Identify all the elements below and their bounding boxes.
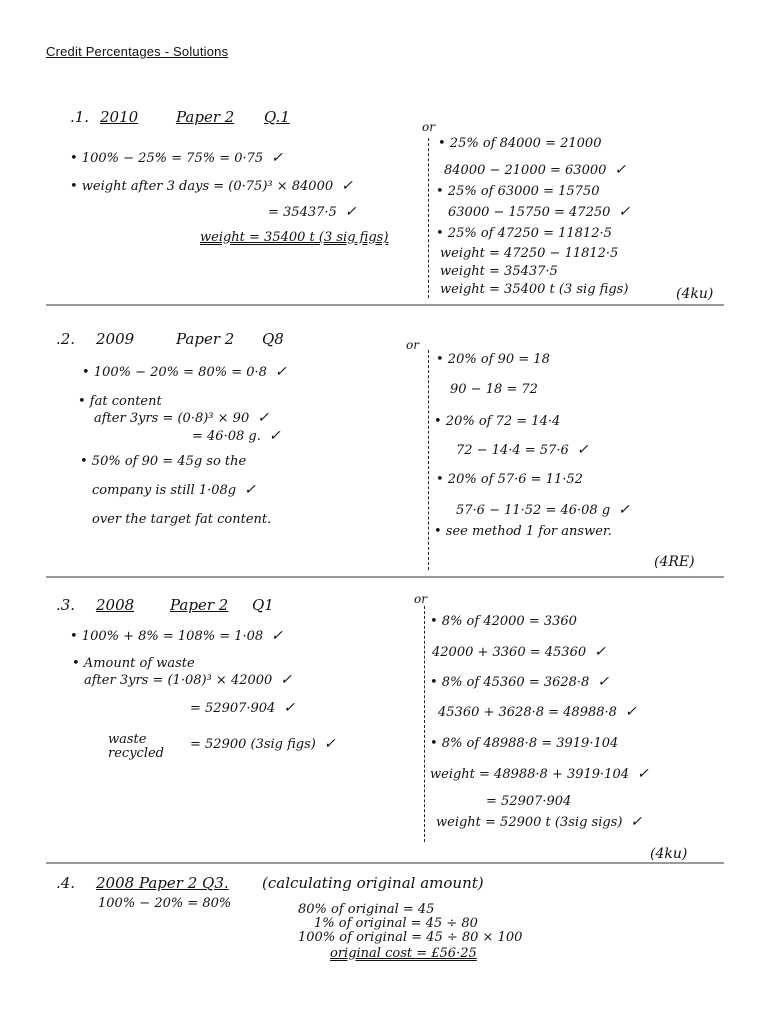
q2-right-line-6: 57·6 − 11·52 = 46·08 g ✓ (456, 502, 630, 518)
q1-paper: Paper 2 (176, 108, 235, 126)
q2-paper: Paper 2 (176, 330, 235, 348)
divider-q3-q4 (46, 862, 724, 864)
divider-q2-q3 (46, 576, 724, 578)
q3-right-line-2: 42000 + 3360 = 45360 ✓ (432, 644, 606, 660)
q1-left-line-3: = 35437·5 ✓ (268, 204, 357, 220)
q1-right-line-7: weight = 35437·5 (440, 264, 558, 279)
q4-line-1: 100% − 20% = 80% (98, 896, 232, 911)
q2-right-line-1: • 20% of 90 = 18 (436, 352, 550, 367)
divider-q1-q2 (46, 304, 724, 306)
q2-left-line-3: after 3yrs = (0·8)³ × 90 ✓ (94, 410, 269, 426)
q3-right-line-5: • 8% of 48988·8 = 3919·104 (430, 736, 619, 751)
q1-right-line-4: 63000 − 15750 = 47250 ✓ (448, 204, 631, 220)
q1-right-line-5: • 25% of 47250 = 11812·5 (436, 226, 612, 241)
q4-subtitle: (calculating original amount) (262, 874, 484, 892)
q3-right-line-3: • 8% of 45360 = 3628·8 ✓ (430, 674, 610, 690)
q3-left-line-3: after 3yrs = (1·08)³ × 42000 ✓ (84, 672, 293, 688)
q4-number: .4. (56, 874, 76, 892)
q4-line-4: 100% of original = 45 ÷ 80 × 100 (298, 930, 523, 945)
q2-number: .2. (56, 330, 76, 348)
q2-right-line-2: 90 − 18 = 72 (450, 382, 538, 397)
q1-divider (428, 138, 429, 298)
q4-source: 2008 Paper 2 Q3. (96, 874, 229, 892)
page-title: Credit Percentages - Solutions (46, 44, 229, 59)
q2-left-line-7: over the target fat content. (92, 512, 272, 527)
q2-right-line-3: • 20% of 72 = 14·4 (434, 414, 561, 429)
q2-right-line-5: • 20% of 57·6 = 11·52 (436, 472, 583, 487)
q1-or-label: or (422, 120, 435, 134)
q3-marks: (4ku) (650, 846, 688, 862)
q3-right-line-7: = 52907·904 (486, 794, 572, 809)
q2-divider (428, 350, 429, 570)
q1-left-line-2: • weight after 3 days = (0·75)³ × 84000 ✓ (70, 178, 353, 194)
q2-left-line-4: = 46·08 g. ✓ (192, 428, 281, 444)
q1-right-line-1: • 25% of 84000 = 21000 (438, 136, 602, 151)
q3-qnum: Q1 (252, 596, 274, 614)
q2-or-label: or (406, 338, 419, 352)
q2-marks: (4RE) (654, 554, 695, 570)
q3-left-waste: waste (108, 732, 147, 747)
q3-right-line-6: weight = 48988·8 + 3919·104 ✓ (430, 766, 649, 782)
q1-left-line-1: • 100% − 25% = 75% = 0·75 ✓ (70, 150, 283, 166)
q3-answer: = 52900 (3sig figs) ✓ (190, 736, 336, 752)
q1-right-line-3: • 25% of 63000 = 15750 (436, 184, 600, 199)
q2-right-line-4: 72 − 14·4 = 57·6 ✓ (456, 442, 589, 458)
q3-divider (424, 606, 425, 842)
q3-paper: Paper 2 (170, 596, 229, 614)
q2-left-line-5: • 50% of 90 = 45g so the (80, 454, 247, 469)
q3-left-line-2: • Amount of waste (72, 656, 195, 671)
q3-year: 2008 (96, 596, 135, 614)
q1-right-line-6: weight = 47250 − 11812·5 (440, 246, 619, 261)
q1-right-line-2: 84000 − 21000 = 63000 ✓ (444, 162, 627, 178)
q3-left-line-1: • 100% + 8% = 108% = 1·08 ✓ (70, 628, 283, 644)
q3-or-label: or (414, 592, 427, 606)
q2-left-line-1: • 100% − 20% = 80% = 0·8 ✓ (82, 364, 287, 380)
q1-year: 2010 (100, 108, 139, 126)
q2-left-line-2: • fat content (78, 394, 162, 409)
q2-qnum: Q8 (262, 330, 284, 348)
q1-right-line-8: weight = 35400 t (3 sig figs) (440, 282, 629, 297)
q1-answer: weight = 35400 t (3 sig figs) (200, 230, 389, 245)
q4-answer: original cost = £56·25 (330, 946, 477, 961)
q2-left-line-6: company is still 1·08g ✓ (92, 482, 256, 498)
q2-year: 2009 (96, 330, 135, 348)
q1-marks: (4ku) (676, 286, 714, 302)
q3-left-recycled: recycled (108, 746, 164, 761)
q3-right-line-1: • 8% of 42000 = 3360 (430, 614, 577, 629)
q2-right-line-7: • see method 1 for answer. (434, 524, 612, 539)
q4-line-2: 80% of original = 45 (298, 902, 435, 917)
q3-left-line-4: = 52907·904 ✓ (190, 700, 296, 716)
q3-right-line-8: weight = 52900 t (3sig sigs) ✓ (436, 814, 643, 830)
q4-line-3: 1% of original = 45 ÷ 80 (314, 916, 478, 931)
q1-number: .1. (70, 108, 90, 126)
q3-right-line-4: 45360 + 3628·8 = 48988·8 ✓ (438, 704, 637, 720)
q1-qnum: Q.1 (264, 108, 290, 126)
q3-number: .3. (56, 596, 76, 614)
